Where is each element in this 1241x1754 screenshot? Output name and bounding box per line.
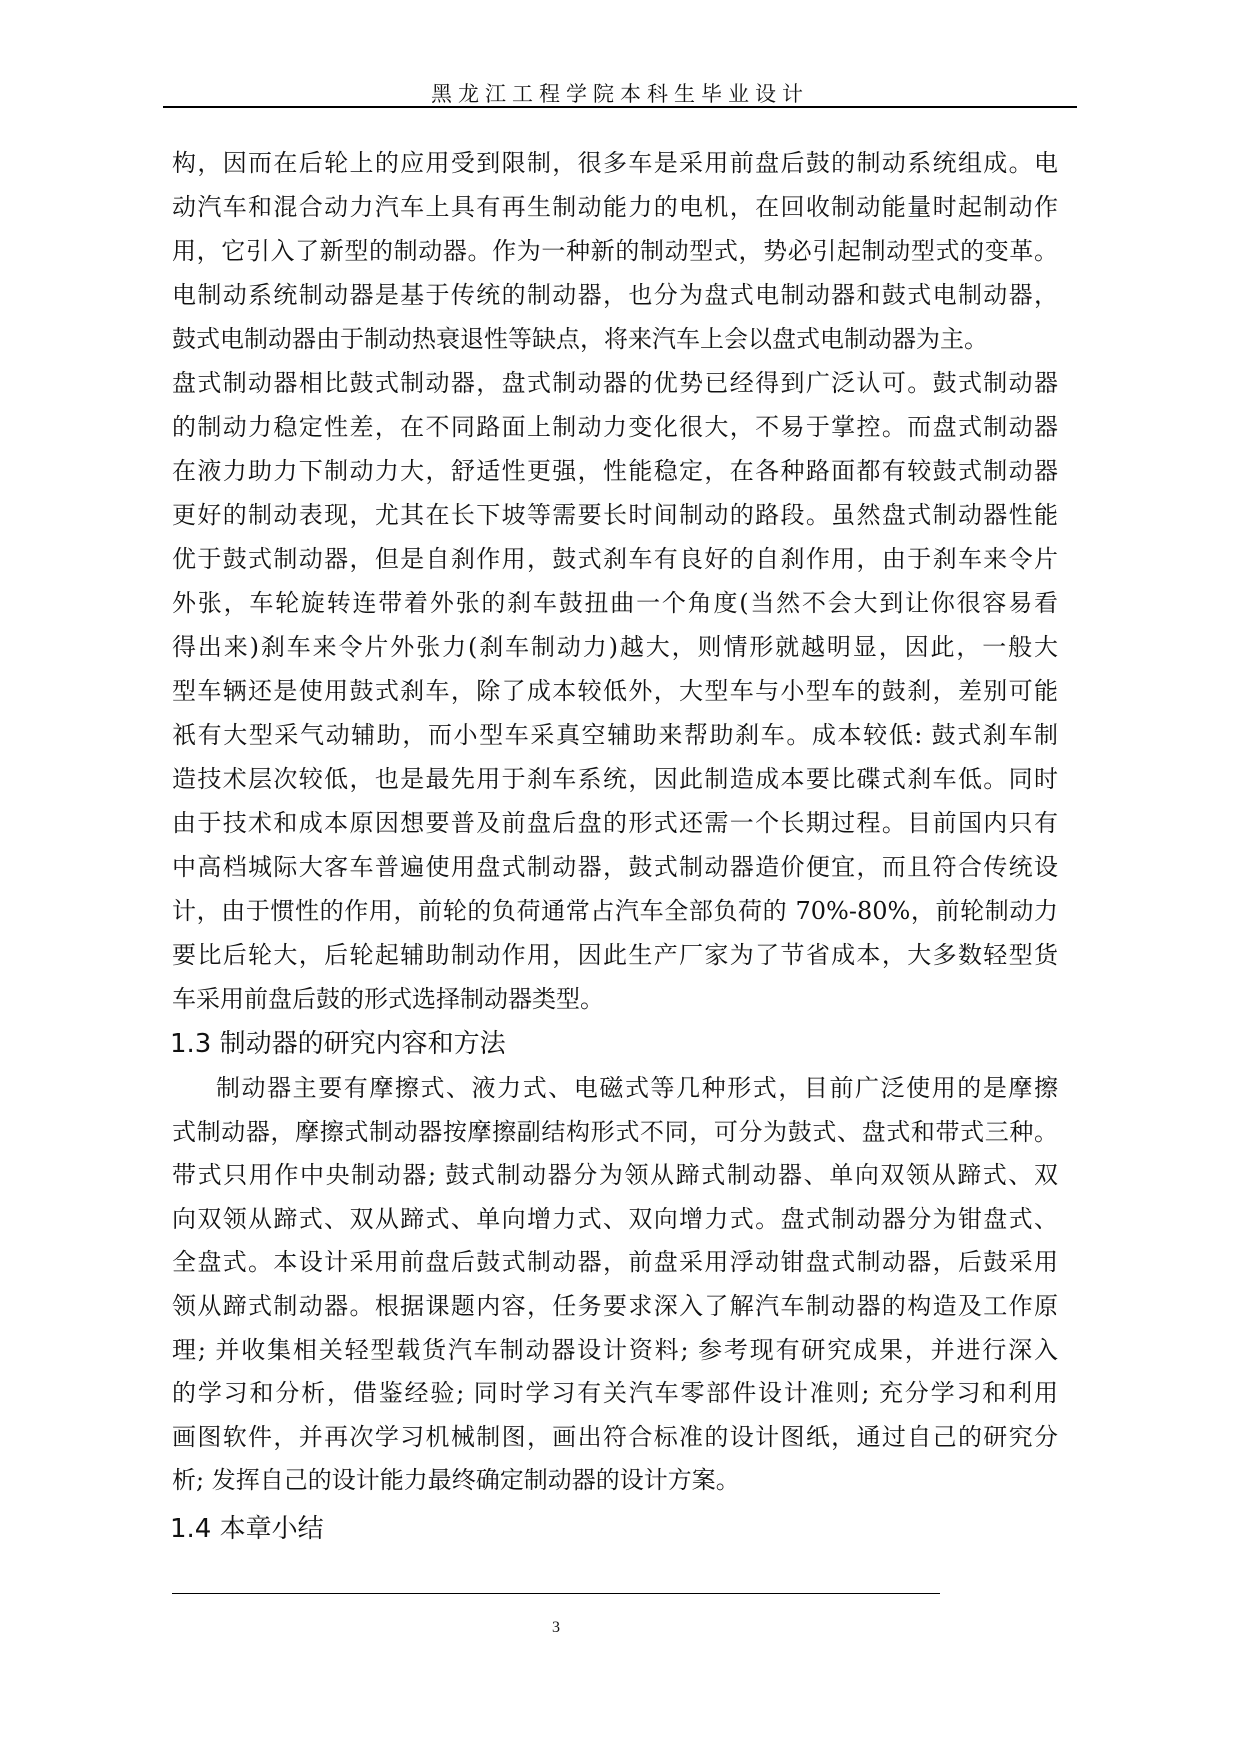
text-line: 得出来)刹车来令片外张力(刹车制动力)越大，则情形就越明显，因此，一般大 xyxy=(172,633,1058,661)
section-heading-1-3: 1.3 制动器的研究内容和方法 xyxy=(170,1029,506,1059)
text-line: 由于技术和成本原因想要普及前盘后盘的形式还需一个长期过程。目前国内只有 xyxy=(172,809,1058,837)
text-line: 中高档城际大客车普遍使用盘式制动器，鼓式制动器造价便宜，而且符合传统设 xyxy=(172,853,1058,881)
text-line: 在液力助力下制动力大，舒适性更强，性能稳定，在各种路面都有较鼓式制动器 xyxy=(172,457,1058,485)
text-line: 构，因而在后轮上的应用受到限制，很多车是采用前盘后鼓的制动系统组成。电 xyxy=(172,149,1058,177)
text-line: 的制动力稳定性差，在不同路面上制动力变化很大，不易于掌控。而盘式制动器 xyxy=(172,413,1058,441)
text-line: 理; 并收集相关轻型载货汽车制动器设计资料; 参考现有研究成果，并进行深入 xyxy=(172,1335,1058,1364)
page-content xyxy=(172,141,1058,1555)
text-line: 全盘式。本设计采用前盘后鼓式制动器，前盘采用浮动钳盘式制动器，后鼓采用 xyxy=(172,1248,1058,1277)
page-number: 3 xyxy=(552,1619,560,1636)
text-line: 车采用前盘后鼓的形式选择制动器类型。 xyxy=(172,985,604,1013)
text-line: 电制动系统制动器是基于传统的制动器，也分为盘式电制动器和鼓式电制动器， xyxy=(172,281,1058,309)
section-1-3-paragraph xyxy=(172,1067,1058,1503)
text-line: 制动器主要有摩擦式、液力式、电磁式等几种形式，目前广泛使用的是摩擦 xyxy=(216,1074,1058,1102)
text-line: 更好的制动表现，尤其在长下坡等需要长时间制动的路段。虽然盘式制动器性能 xyxy=(172,501,1058,529)
page-header-title: 黑龙江工程学院本科生毕业设计 xyxy=(431,82,809,106)
text-line: 优于鼓式制动器，但是自刹作用，鼓式刹车有良好的自刹作用，由于刹车来令片 xyxy=(172,545,1058,573)
text-line: 型车辆还是使用鼓式刹车，除了成本较低外，大型车与小型车的鼓刹，差别可能 xyxy=(172,677,1058,705)
text-line: 向双领从蹄式、双从蹄式、单向增力式、双向增力式。盘式制动器分为钳盘式、 xyxy=(172,1204,1058,1233)
text-line: 鼓式电制动器由于制动热衰退性等缺点，将来汽车上会以盘式电制动器为主。 xyxy=(172,325,988,353)
footer-rule xyxy=(172,1593,940,1594)
text-line: 计，由于惯性的作用，前轮的负荷通常占汽车全部负荷的 70%-80%，前轮制动力 xyxy=(172,897,1058,925)
text-line: 画图软件，并再次学习机械制图，画出符合标准的设计图纸，通过自己的研究分 xyxy=(172,1422,1058,1451)
text-line: 析; 发挥自己的设计能力最终确定制动器的设计方案。 xyxy=(172,1466,740,1495)
section-heading-1-4: 1.4 本章小结 xyxy=(170,1513,324,1544)
text-line: 用，它引入了新型的制动器。作为一种新的制动型式，势必引起制动型式的变革。 xyxy=(172,237,1058,265)
text-line: 盘式制动器相比鼓式制动器，盘式制动器的优势已经得到广泛认可。鼓式制动器 xyxy=(172,369,1058,397)
text-line: 要比后轮大，后轮起辅助制动作用，因此生产厂家为了节省成本，大多数轻型货 xyxy=(172,941,1058,969)
text-line: 造技术层次较低，也是最先用于刹车系统，因此制造成本要比碟式刹车低。同时 xyxy=(172,765,1058,793)
paragraph-1 xyxy=(172,141,1058,361)
text-line: 外张，车轮旋转连带着外张的刹车鼓扭曲一个角度(当然不会大到让你很容易看 xyxy=(172,589,1058,617)
text-line: 领从蹄式制动器。根据课题内容，任务要求深入了解汽车制动器的构造及工作原 xyxy=(172,1291,1058,1320)
text-line: 的学习和分析，借鉴经验; 同时学习有关汽车零部件设计准则; 充分学习和利用 xyxy=(172,1379,1058,1408)
page-header xyxy=(163,82,1077,108)
text-line: 动汽车和混合动力汽车上具有再生制动能力的电机，在回收制动能量时起制动作 xyxy=(172,193,1058,221)
text-line: 式制动器，摩擦式制动器按摩擦副结构形式不同，可分为鼓式、盘式和带式三种。 xyxy=(172,1117,1058,1146)
paragraph-2 xyxy=(172,361,1058,1021)
text-line: 祇有大型采气动辅助，而小型车采真空辅助来帮助刹车。成本较低: 鼓式刹车制 xyxy=(172,721,1058,749)
text-line: 带式只用作中央制动器; 鼓式制动器分为领从蹄式制动器、单向双领从蹄式、双 xyxy=(172,1161,1058,1190)
